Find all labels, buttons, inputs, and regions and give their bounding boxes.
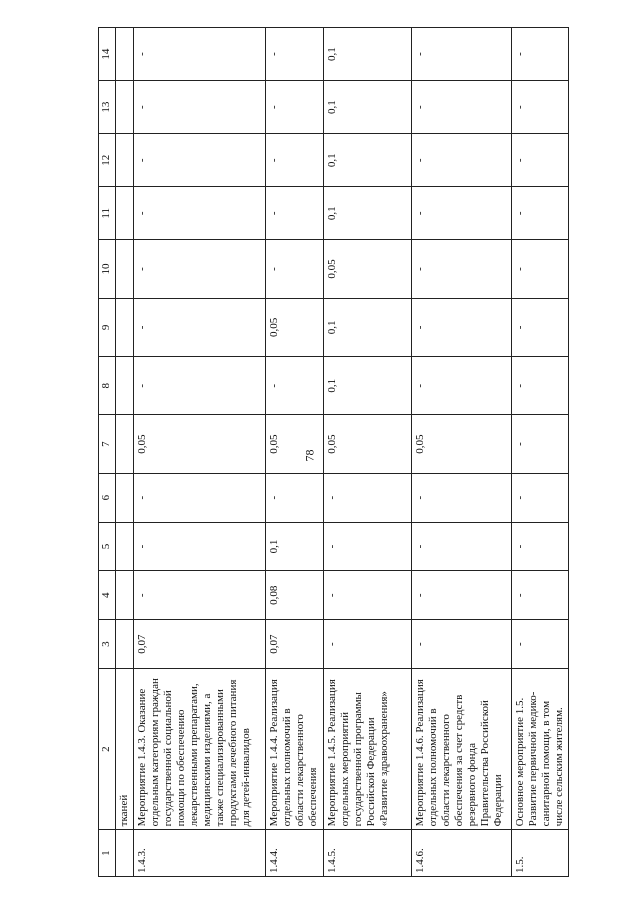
cell: - [266,28,324,81]
cell: - [512,298,569,356]
cell: - [324,473,412,522]
header-row [99,28,116,877]
cell: - [412,187,512,240]
cell: - [512,81,569,134]
table-row [512,28,569,877]
cell: - [412,473,512,522]
cell: 0,07 [134,620,266,669]
cell: - [266,357,324,415]
cell: - [266,240,324,298]
cell: 0,05 [324,240,412,298]
row-name: Мероприятие 1.4.6. Реализация отдельных полномочий в области лекарственного обеспечения за счет средств резервного фонда Правительства Российской Федерации [412,669,512,830]
cell: - [512,240,569,298]
column-header: 2 [99,669,116,830]
cell: - [324,522,412,571]
cell: 0,05 [266,415,324,473]
cell: - [324,571,412,620]
column-header: 10 [99,240,116,298]
cell: - [134,298,266,356]
cell [116,28,134,81]
cell: - [324,620,412,669]
column-header: 8 [99,357,116,415]
column-header: 1 [99,830,116,877]
table-row [324,28,412,877]
cell: - [512,620,569,669]
cell: 0,1 [324,28,412,81]
cell [116,240,134,298]
cell: - [412,522,512,571]
table-row [116,28,134,877]
row-id: 1.4.3. [134,830,266,877]
cell: - [266,81,324,134]
cell: - [266,187,324,240]
cell: - [412,28,512,81]
cell: - [266,134,324,187]
column-header: 12 [99,134,116,187]
cell: 0,1 [324,357,412,415]
column-header: 14 [99,28,116,81]
cell: - [134,240,266,298]
cell: - [134,28,266,81]
column-header: 6 [99,473,116,522]
cell: - [512,28,569,81]
cell: - [134,134,266,187]
row-name: Мероприятие 1.4.5. Реализация отдельных мероприятий государственной программы Российской Федерации «Развитие здравоохранения» [324,669,412,830]
row-id: 1.4.5. [324,830,412,877]
row-name: Мероприятие 1.4.3. Оказание отдельным категориям граждан государственной социальной помощи по обеспечению лекарственными препаратами, медицинскими изделиями, а также специализированными продуктами лечебного питания для детей-инвалидов [134,669,266,830]
cell: - [134,187,266,240]
cell: - [512,522,569,571]
cell: 0,1 [324,81,412,134]
column-header: 3 [99,620,116,669]
cell: - [134,473,266,522]
column-header: 9 [99,298,116,356]
row-id: 1.4.4. [266,830,324,877]
table-row [266,28,324,877]
cell: - [512,415,569,473]
cell: - [512,473,569,522]
column-header: 7 [99,415,116,473]
cell: - [412,357,512,415]
cell: - [134,571,266,620]
cell: 0,07 [266,620,324,669]
cell: - [412,240,512,298]
cell [116,134,134,187]
cell: - [412,81,512,134]
cell [116,187,134,240]
row-name: Мероприятие 1.4.4. Реализация отдельных полномочий в области лекарственного обеспечения [266,669,324,830]
row-name: Основное мероприятие 1.5. Развитие первичной медико-санитарной помощи, в том числе сельским жителям. [512,669,569,830]
cell: 0,05 [266,298,324,356]
cell: 0,1 [266,522,324,571]
cell: - [266,473,324,522]
cell [116,357,134,415]
cell: - [512,134,569,187]
row-id: 1.4.6. [412,830,512,877]
cell: - [134,357,266,415]
cell: - [134,81,266,134]
cell: 0,1 [324,298,412,356]
cell: 0,1 [324,187,412,240]
data-table [98,27,569,877]
cell: - [512,357,569,415]
cell: 0,05 [134,415,266,473]
cell [116,473,134,522]
cell [116,571,134,620]
cell: - [134,522,266,571]
rotated-table-container [98,27,565,877]
row-id: 1.5. [512,830,569,877]
page-number: 78 [302,449,317,462]
cell: - [512,571,569,620]
cell: - [412,134,512,187]
table-row [412,28,512,877]
column-header: 13 [99,81,116,134]
cell: 0,08 [266,571,324,620]
row-name: тканей [116,669,134,830]
cell: - [412,298,512,356]
table-row [134,28,266,877]
cell: 0,05 [412,415,512,473]
column-header: 4 [99,571,116,620]
cell: - [412,620,512,669]
cell: - [412,571,512,620]
cell [116,620,134,669]
cell [116,415,134,473]
column-header: 11 [99,187,116,240]
cell [116,298,134,356]
cell: 0,1 [324,134,412,187]
cell [116,522,134,571]
cell [116,81,134,134]
cell: 0,05 [324,415,412,473]
cell: - [512,187,569,240]
row-id [116,830,134,877]
column-header: 5 [99,522,116,571]
